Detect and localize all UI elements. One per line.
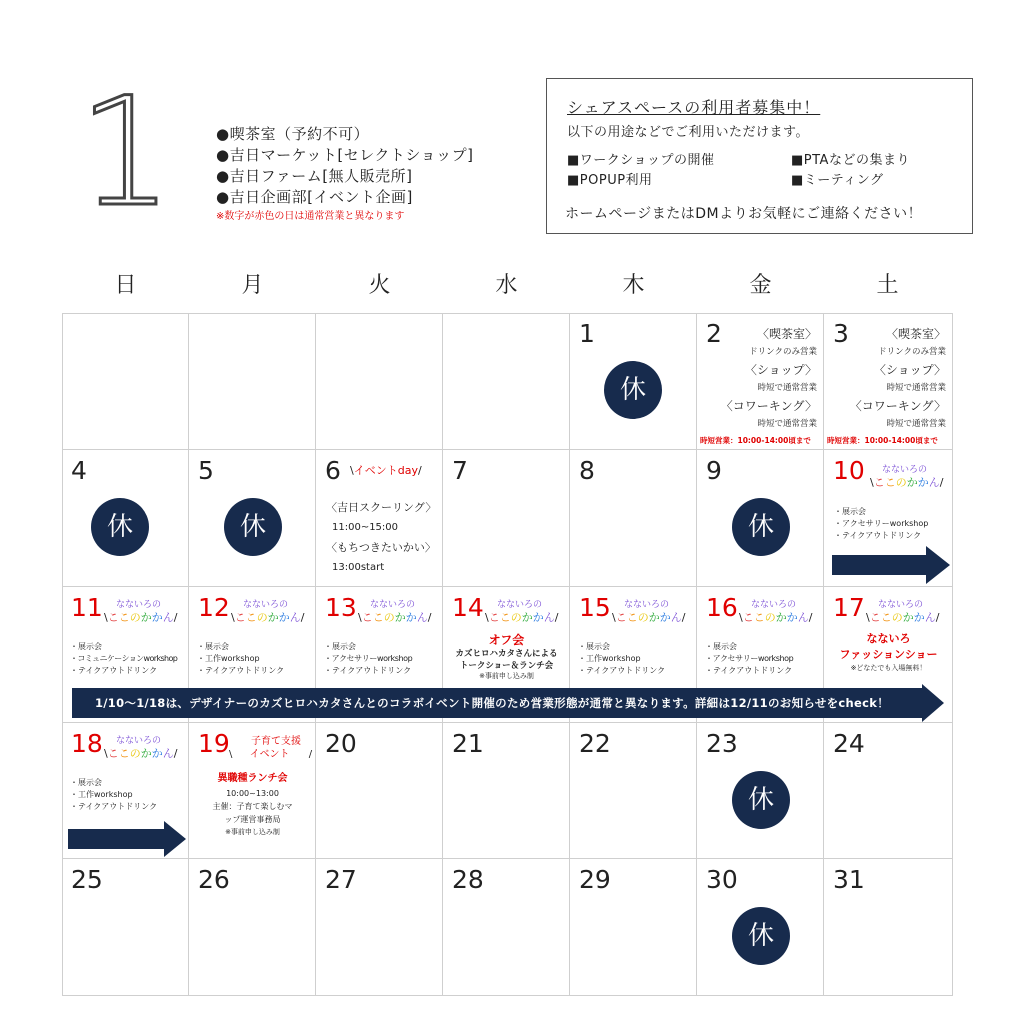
day-number: 12 xyxy=(198,593,230,622)
day-number: 5 xyxy=(198,456,214,485)
weekday-sat: 土 xyxy=(876,273,899,298)
info-title: シェアスペースの利用者募集中！ xyxy=(567,98,821,117)
day-number: 14 xyxy=(452,593,484,622)
day-cell-10[interactable] xyxy=(824,450,953,587)
day-number: 25 xyxy=(71,865,103,894)
short-hours-info: 〈喫茶室〉 ドリンクのみ営業 〈ショップ〉 時短で通常営業 〈コワーキング〉 時短で通常営業 xyxy=(720,327,817,429)
day-number: 1 xyxy=(579,319,595,348)
day-cell-6[interactable] xyxy=(316,450,443,587)
day-cell-21[interactable] xyxy=(443,723,570,859)
day-number: 3 xyxy=(833,319,849,348)
day-number: 16 xyxy=(706,593,738,622)
weekday-wed: 水 xyxy=(495,273,518,298)
weekday-tue: 火 xyxy=(368,273,391,298)
weekday-sun: 日 xyxy=(114,273,137,298)
day-number: 8 xyxy=(579,456,595,485)
info-use: ■POPUP利用 xyxy=(567,173,653,188)
nanairo-tag: なないろの \ここのかかん/ xyxy=(231,600,305,624)
legend-item: ●吉日企画部[イベント企画] xyxy=(216,188,413,206)
day-number: 2 xyxy=(706,319,722,348)
day-cell-30[interactable] xyxy=(697,859,824,996)
fashion-show-info: なないろ ファッションショー ※どなたでも入場無料！ xyxy=(839,632,938,672)
collab-event-banner xyxy=(72,688,944,718)
calendar-grid xyxy=(62,313,953,996)
activity-list: ・展示会 ・アクセサリーworkshop ・テイクアウトドリンク xyxy=(324,642,413,675)
day-cell-23[interactable] xyxy=(697,723,824,859)
day-cell-empty xyxy=(189,313,316,450)
day-number: 19 xyxy=(198,729,230,758)
day-number: 27 xyxy=(325,865,357,894)
legend-note: ※数字が赤色の日は通常営業と異なります xyxy=(216,211,405,222)
day-number: 7 xyxy=(452,456,468,485)
info-subtitle: 以下の用途などでご利用いただけます。 xyxy=(567,125,809,140)
short-hours-info: 〈喫茶室〉 ドリンクのみ営業 〈ショップ〉 時短で通常営業 〈コワーキング〉 時短で通常営業 xyxy=(849,327,946,429)
day-cell-22[interactable] xyxy=(570,723,697,859)
day-cell-18[interactable] xyxy=(62,723,189,859)
event-day-info: 〈吉日スクーリング〉 11:00~15:00 〈もちつきたいかい〉 13:00start xyxy=(326,501,437,573)
day-number: 13 xyxy=(325,593,357,622)
day-number: 21 xyxy=(452,729,484,758)
day-number: 6 xyxy=(325,456,341,485)
info-use: ■ミーティング xyxy=(791,173,884,188)
nanairo-tag: なないろの \ここのかかん/ xyxy=(866,600,940,624)
day-cell-29[interactable] xyxy=(570,859,697,996)
activity-list: ・展示会 ・コミュニケーションworkshop ・テイクアウトドリンク xyxy=(70,642,178,675)
day-cell-28[interactable] xyxy=(443,859,570,996)
legend-item: ●吉日ファーム[無人販売所] xyxy=(216,167,413,185)
weekday-fri: 金 xyxy=(749,273,772,298)
day-cell-2[interactable] xyxy=(697,313,824,450)
legend-item: ●吉日マーケット[セレクトショップ] xyxy=(216,146,474,164)
nanairo-tag: なないろの \ここのかかん/ xyxy=(104,736,178,760)
closed-badge: 休 xyxy=(732,907,790,965)
day-cell-1[interactable] xyxy=(570,313,697,450)
day-cell-9[interactable] xyxy=(697,450,824,587)
kosodate-info: 異職種ランチ会 10:00~13:00 主催：子育て楽しむマ ップ運営事務局 ※事前申し込み制 xyxy=(212,773,293,836)
continue-arrow-icon xyxy=(832,546,950,584)
day-cell-25[interactable] xyxy=(62,859,189,996)
continue-arrow-icon xyxy=(68,821,186,857)
day-number: 15 xyxy=(579,593,611,622)
day-cell-24[interactable] xyxy=(824,723,953,859)
activity-list: ・展示会 ・工作workshop ・テイクアウトドリンク xyxy=(70,778,158,811)
nanairo-tag: なないろの \ここのかかん/ xyxy=(870,465,944,489)
share-space-info-box xyxy=(546,78,973,234)
weekday-mon: 月 xyxy=(241,273,264,298)
closed-badge: 休 xyxy=(732,498,790,556)
weekday-thu: 木 xyxy=(622,273,645,298)
kosodate-tag: 子育て支援 \ イベント / xyxy=(229,736,313,760)
day-cell-3[interactable] xyxy=(824,313,953,450)
closed-badge: 休 xyxy=(91,498,149,556)
day-number: 17 xyxy=(833,593,865,622)
day-cell-empty xyxy=(62,313,189,450)
month-number: 1 xyxy=(78,66,170,240)
day-cell-27[interactable] xyxy=(316,859,443,996)
day-number: 10 xyxy=(833,456,865,485)
activity-list: ・展示会 ・アクセサリーworkshop ・テイクアウトドリンク xyxy=(834,507,929,540)
day-number: 18 xyxy=(71,729,103,758)
activity-list: ・展示会 ・工作workshop ・テイクアウトドリンク xyxy=(197,642,285,675)
day-number: 20 xyxy=(325,729,357,758)
day-number: 24 xyxy=(833,729,865,758)
closed-badge: 休 xyxy=(224,498,282,556)
day-cell-4[interactable] xyxy=(62,450,189,587)
day-number: 4 xyxy=(71,456,87,485)
nanairo-tag: なないろの \ここのかかん/ xyxy=(612,600,686,624)
day-number: 11 xyxy=(71,593,103,622)
day-cell-empty xyxy=(316,313,443,450)
nanairo-tag: なないろの \ここのかかん/ xyxy=(739,600,813,624)
day-number: 29 xyxy=(579,865,611,894)
banner-text: 1/10〜1/18は、デザイナーのカズヒロハカタさんとのコラボイベント開催のため営業形態が通常と異なります。詳細は12/11のお知らせをcheck！ xyxy=(94,696,889,710)
activity-list: ・展示会 ・工作workshop ・テイクアウトドリンク xyxy=(578,642,666,675)
info-use: ■ワークショップの開催 xyxy=(567,153,715,168)
day-number: 30 xyxy=(706,865,738,894)
info-contact: ホームページまたはDMよりお気軽にご連絡ください！ xyxy=(565,206,923,222)
day-cell-20[interactable] xyxy=(316,723,443,859)
day-cell-26[interactable] xyxy=(189,859,316,996)
event-day-tag: \イベントday/ xyxy=(350,464,422,477)
day-number: 23 xyxy=(706,729,738,758)
day-number: 28 xyxy=(452,865,484,894)
day-cell-5[interactable] xyxy=(189,450,316,587)
activity-list: ・展示会 ・アクセサリーworkshop ・テイクアウトドリンク xyxy=(705,642,794,675)
legend xyxy=(216,124,473,224)
nanairo-tag: なないろの \ここのかかん/ xyxy=(104,600,178,624)
legend-item: ●喫茶室（予約不可） xyxy=(216,125,370,143)
day-number: 26 xyxy=(198,865,230,894)
closed-badge: 休 xyxy=(604,361,662,419)
info-use: ■PTAなどの集まり xyxy=(791,153,910,168)
day-number: 9 xyxy=(706,456,722,485)
nanairo-tag: なないろの \ここのかかん/ xyxy=(485,600,559,624)
closed-badge: 休 xyxy=(732,771,790,829)
off-kai-info: オフ会 カズヒロハカタさんによる トークショー＆ランチ会 ※事前申し込み制 xyxy=(455,633,558,680)
nanairo-tag: なないろの \ここのかかん/ xyxy=(358,600,432,624)
day-cell-7[interactable] xyxy=(443,450,570,587)
short-hours-time: 時短営業：10:00-14:00頃まで xyxy=(700,436,811,445)
day-number: 31 xyxy=(833,865,865,894)
day-cell-8[interactable] xyxy=(570,450,697,587)
day-cell-31[interactable] xyxy=(824,859,953,996)
day-cell-19[interactable] xyxy=(189,723,316,859)
day-number: 22 xyxy=(579,729,611,758)
day-cell-empty xyxy=(443,313,570,450)
short-hours-time: 時短営業：10:00-14:00頃まで xyxy=(827,436,938,445)
